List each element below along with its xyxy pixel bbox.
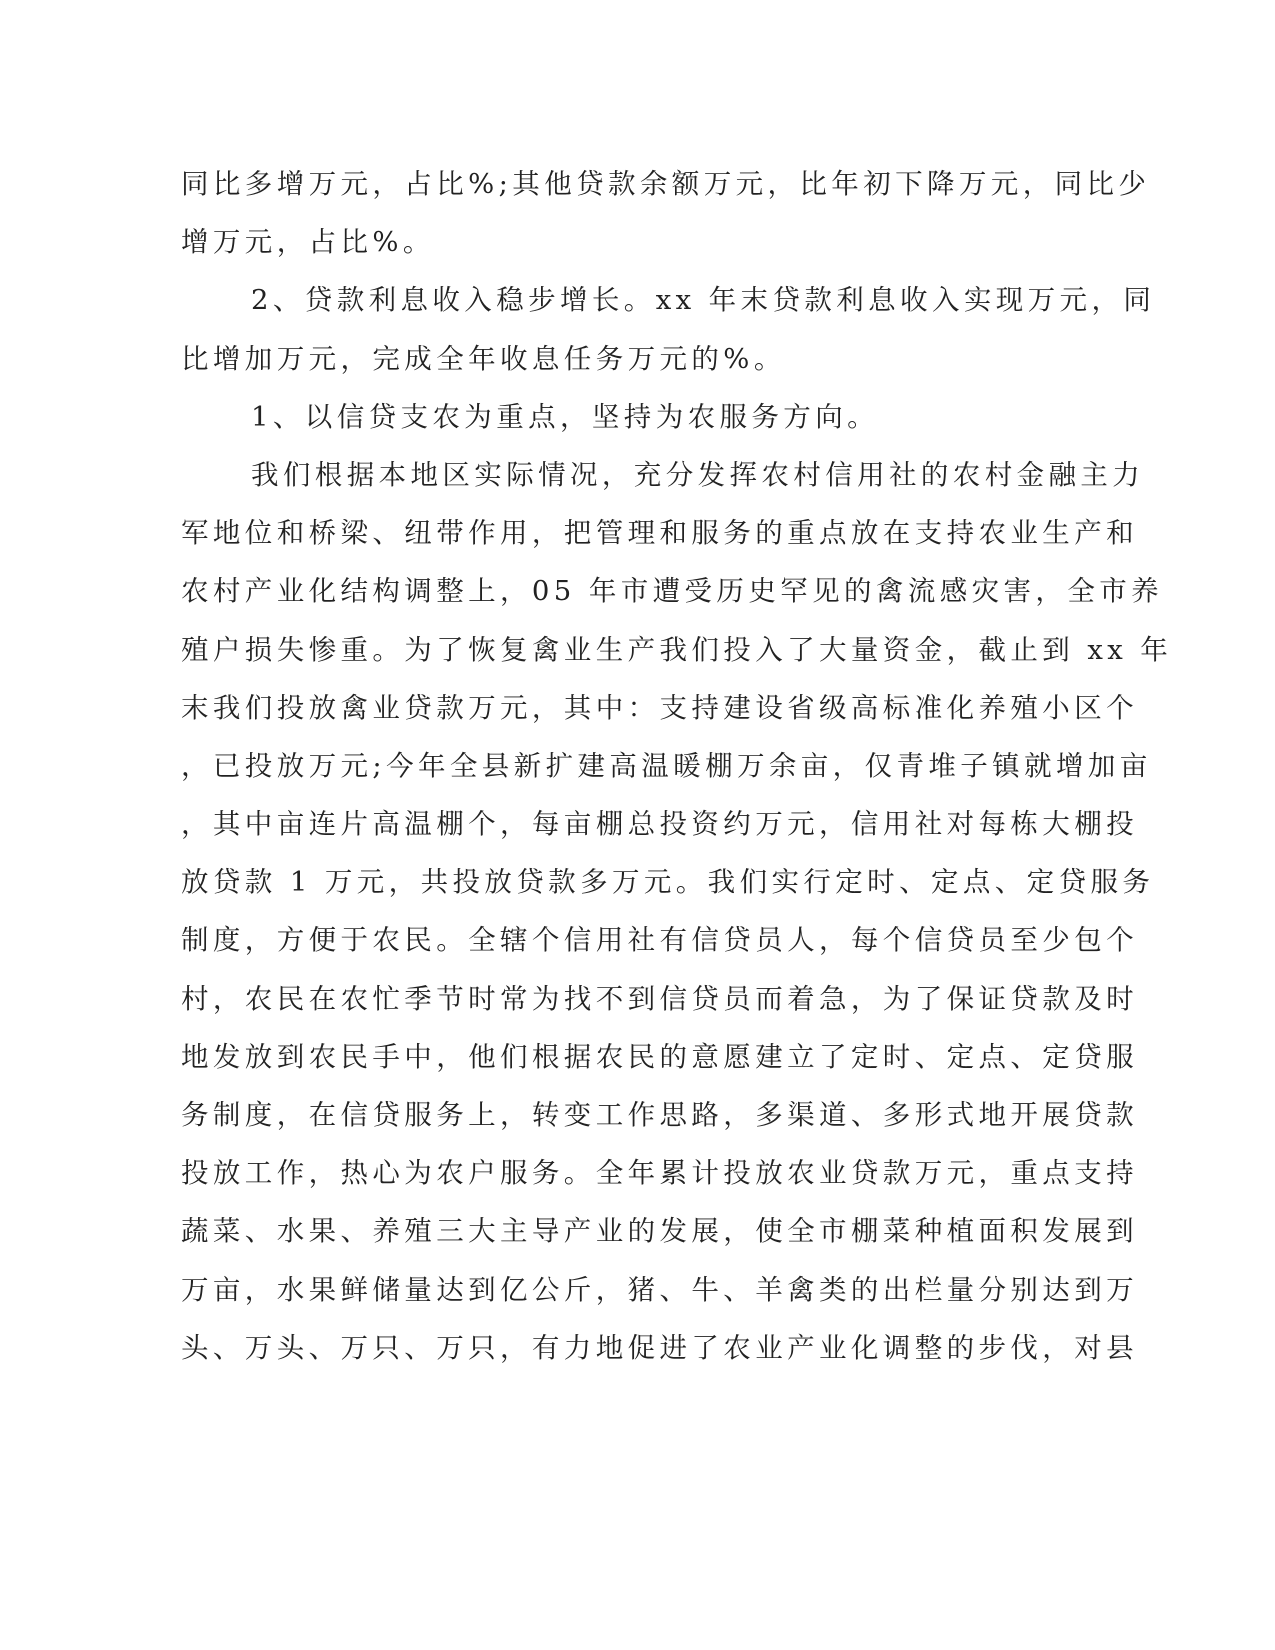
text-line: 地发放到农民手中，他们根据农民的意愿建立了定时、定点、定贷服 — [181, 1040, 1138, 1073]
text-line: 放贷款 1 万元，共投放贷款多万元。我们实行定时、定点、定贷服务 — [181, 866, 1155, 899]
paragraph-section-heading — [181, 388, 1041, 446]
text-line: 务制度，在信贷服务上，转变工作思路，多渠道、多形式地开展贷款 — [181, 1099, 1138, 1131]
text-line: 增万元，占比%。 — [181, 226, 435, 259]
text-line: 比增加万元，完成全年收息任务万元的%。 — [181, 342, 786, 375]
text-line: 投放工作，热心为农户服务。全年累计投放农业贷款万元，重点支持 — [181, 1157, 1138, 1190]
text-line: 制度，方便于农民。全辖个信用社有信贷员人，每个信贷员至少包个 — [181, 924, 1138, 957]
paragraph-loan-balance-continued — [181, 155, 1151, 271]
text-line: 蔬菜、水果、养殖三大主导产业的发展，使全市棚菜种植面积发展到 — [181, 1215, 1138, 1248]
text-line: 2、贷款利息收入稳步增长。xx 年末贷款利息收入实现万元，同 — [251, 284, 1156, 317]
text-line: 殖户损失惨重。为了恢复禽业生产我们投入了大量资金，截止到 xx 年 — [181, 633, 1173, 666]
text-line: 1、以信贷支农为重点，坚持为农服务方向。 — [251, 400, 879, 433]
text-line: 末我们投放禽业贷款万元，其中：支持建设省级高标准化养殖小区个 — [181, 691, 1138, 724]
text-line: 村，农民在农忙季节时常为找不到信贷员而着急，为了保证贷款及时 — [181, 982, 1138, 1015]
text-line: 我们根据本地区实际情况，充分发挥农村信用社的农村金融主力 — [251, 458, 1145, 491]
paragraph-interest-income — [181, 271, 1156, 387]
text-line: 头、万头、万只、万只，有力地促进了农业产业化调整的步伐，对县 — [181, 1331, 1138, 1364]
paragraph-agricultural-support — [181, 446, 1173, 1377]
text-line: ，其中亩连片高温棚个，每亩棚总投资约万元，信用社对每栋大棚投 — [181, 808, 1138, 841]
text-line: 军地位和桥梁、纽带作用，把管理和服务的重点放在支持农业生产和 — [181, 517, 1138, 550]
document-body — [181, 155, 1173, 1377]
text-line: 同比多增万元，占比%;其他贷款余额万元，比年初下降万元，同比少 — [181, 168, 1151, 200]
text-line: ，已投放万元;今年全县新扩建高温暖棚万余亩，仅青堆子镇就增加亩 — [181, 749, 1152, 782]
text-line: 农村产业化结构调整上，05 年市遭受历史罕见的禽流感灾害，全市养 — [181, 575, 1164, 608]
text-line: 万亩，水果鲜储量达到亿公斤，猪、牛、羊禽类的出栏量分别达到万 — [181, 1273, 1138, 1306]
